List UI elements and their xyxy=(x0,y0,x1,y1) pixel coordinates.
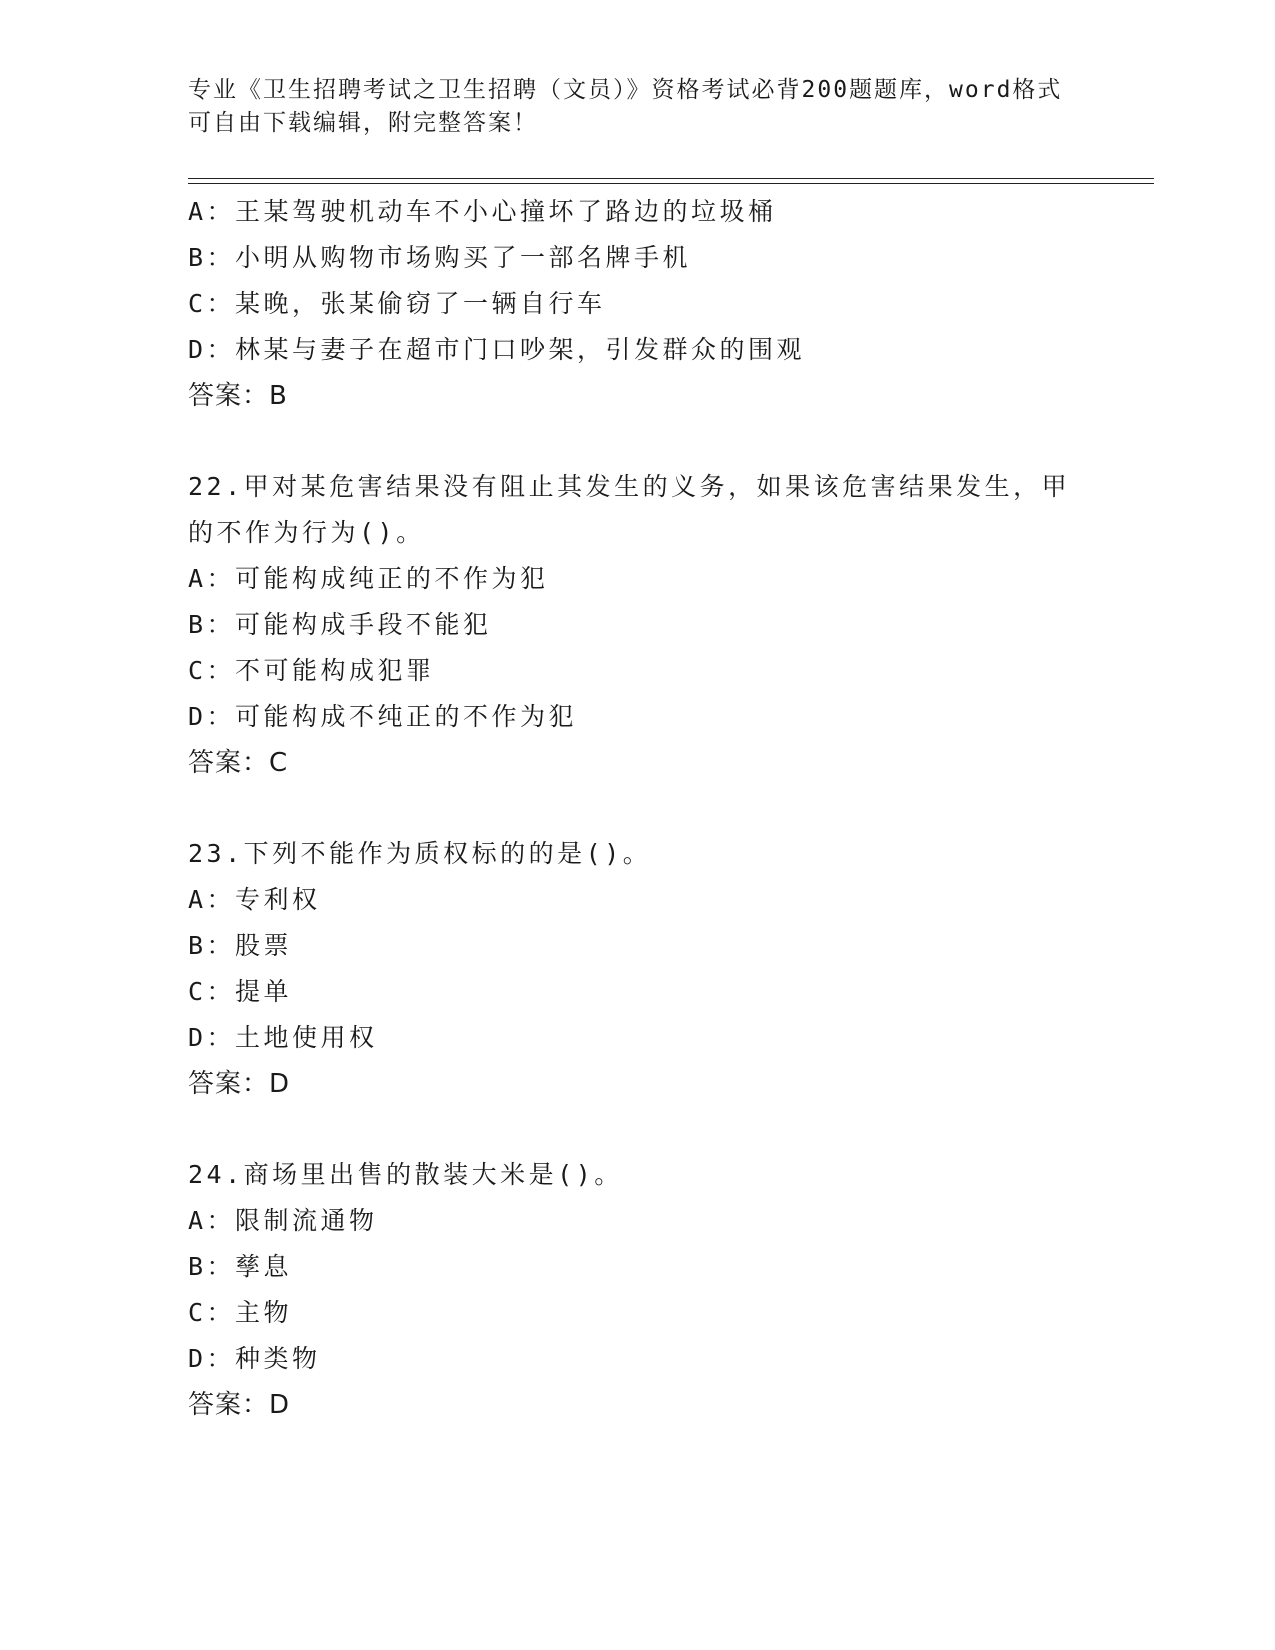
option-d: D：可能构成不纯正的不作为犯 xyxy=(188,702,578,731)
option-c: C：提单 xyxy=(188,977,293,1006)
question-text: 23.下列不能作为质权标的的是()。 xyxy=(188,839,652,868)
option-a: A：专利权 xyxy=(188,885,321,914)
spacer xyxy=(188,786,1088,831)
option-a: A：限制流通物 xyxy=(188,1206,378,1235)
header-divider-top xyxy=(188,178,1154,179)
option-d: D：土地使用权 xyxy=(188,1023,378,1052)
option-d: D：种类物 xyxy=(188,1344,321,1373)
option-b: B：可能构成手段不能犯 xyxy=(188,610,492,639)
answer-label: 答案：D xyxy=(188,1069,291,1099)
question-text: 24.商场里出售的散装大米是()。 xyxy=(188,1160,623,1189)
header-line-1: 专业《卫生招聘考试之卫生招聘（文员）》资格考试必背200题题库，word格式 xyxy=(188,77,1063,103)
question-23 xyxy=(188,831,1088,1107)
option-c: C：不可能构成犯罪 xyxy=(188,656,435,685)
question-list xyxy=(188,189,1088,1428)
option-b: B：孳息 xyxy=(188,1252,293,1281)
spacer xyxy=(188,419,1088,464)
header-line-2: 可自由下载编辑，附完整答案！ xyxy=(188,110,538,136)
answer-label: 答案：B xyxy=(188,381,288,411)
option-c: C：主物 xyxy=(188,1298,293,1327)
option-b: B：股票 xyxy=(188,931,293,960)
header-divider-bottom xyxy=(188,183,1154,184)
question-text-line-2: 的不作为行为()。 xyxy=(188,518,425,547)
option-b: B：小明从购物市场购买了一部名牌手机 xyxy=(188,243,692,272)
answer-label: 答案：C xyxy=(188,748,289,778)
spacer xyxy=(188,1107,1088,1152)
question-text-line-1: 22.甲对某危害结果没有阻止其发生的义务，如果该危害结果发生，甲 xyxy=(188,472,1071,501)
option-a: A：可能构成纯正的不作为犯 xyxy=(188,564,549,593)
document-header xyxy=(188,74,1088,140)
option-c: C：某晚，张某偷窃了一辆自行车 xyxy=(188,289,606,318)
option-d: D：林某与妻子在超市门口吵架，引发群众的围观 xyxy=(188,335,806,364)
question-21 xyxy=(188,189,1088,419)
answer-label: 答案：D xyxy=(188,1390,291,1420)
question-22 xyxy=(188,464,1088,786)
question-24 xyxy=(188,1152,1088,1428)
option-a: A：王某驾驶机动车不小心撞坏了路边的垃圾桶 xyxy=(188,197,777,226)
